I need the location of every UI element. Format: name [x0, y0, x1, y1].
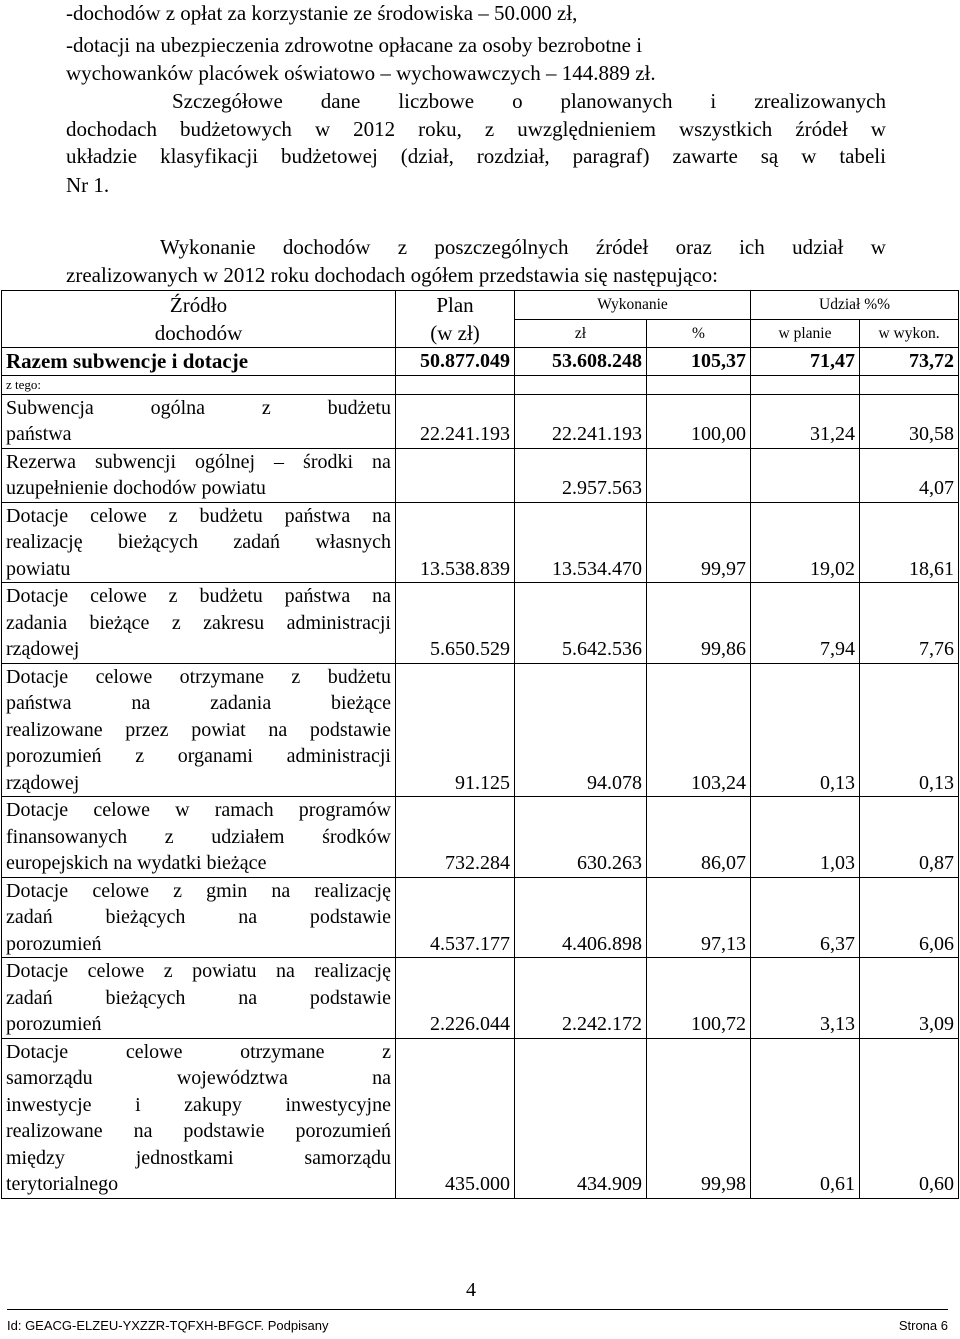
- word: budżetu: [327, 396, 391, 419]
- word: inwestycyjne: [285, 1093, 391, 1116]
- row-description-line: europejskich na wydatki bieżące: [6, 852, 267, 874]
- word: inwestycje: [6, 1093, 92, 1116]
- row-description-line: [6, 583, 391, 610]
- row-description-line: rządowej: [6, 638, 80, 660]
- word: z: [168, 504, 178, 527]
- word: Dotacje: [6, 665, 69, 688]
- word: zakresu: [203, 611, 265, 634]
- para1-line-1: [172, 88, 886, 114]
- row-share-plan: 3,13: [751, 958, 860, 1039]
- row-description: [2, 663, 396, 797]
- row-share-plan: 31,24: [751, 394, 860, 448]
- row-description-line: [6, 503, 391, 530]
- word: na: [372, 1067, 391, 1089]
- word: ramach: [214, 799, 274, 821]
- row-share-exec: 0,87: [860, 797, 959, 878]
- total-pct: 105,37: [647, 348, 751, 376]
- word: bieżące: [331, 692, 391, 714]
- row-share-plan: 6,37: [751, 877, 860, 958]
- word: zadania: [210, 692, 272, 714]
- word: źródeł: [595, 235, 649, 259]
- word: budżetowych: [179, 117, 292, 141]
- word: programów: [298, 799, 391, 821]
- word: Dotacje: [6, 585, 69, 607]
- word: Subwencja: [6, 396, 94, 419]
- row-description-line: porozumień: [6, 1013, 102, 1035]
- header-plan-line-2: (w zł): [430, 321, 480, 345]
- row-exec: 13.534.470: [515, 502, 647, 583]
- header-exec-pct: %: [647, 319, 751, 348]
- word: województwa: [176, 1067, 288, 1089]
- row-description-line: [6, 904, 391, 931]
- header-plan: [396, 291, 515, 348]
- word: w: [870, 235, 886, 259]
- row-share-exec: 4,07: [860, 448, 959, 502]
- row-description-line: [6, 610, 391, 637]
- row-exec: 2.957.563: [515, 448, 647, 502]
- word: samorządu: [6, 1067, 93, 1089]
- row-plan: 4.537.177: [396, 877, 515, 958]
- total-share-plan: 71,47: [751, 348, 860, 376]
- word: zadania: [6, 611, 68, 634]
- row-share-exec: 7,76: [860, 583, 959, 664]
- word: własnych: [315, 531, 391, 553]
- header-row-1: [2, 291, 959, 320]
- word: z: [291, 665, 301, 688]
- word: gmin: [206, 879, 248, 902]
- word: uwzględnieniem: [517, 117, 656, 141]
- row-exec: 94.078: [515, 663, 647, 797]
- word: bieżące: [89, 611, 150, 634]
- footer-id: Id: GEACG-ELZEU-YXZZR-TQFXH-BFGCF. Podpisany: [7, 1318, 329, 1333]
- header-plan-line-1: Plan: [436, 293, 474, 317]
- row-plan: 91.125: [396, 663, 515, 797]
- row-description: [2, 877, 396, 958]
- word: otrzymane: [179, 665, 265, 688]
- row-exec: 434.909: [515, 1038, 647, 1198]
- row-share-plan: 19,02: [751, 502, 860, 583]
- of-which-row: [2, 375, 959, 394]
- word: Rezerwa: [6, 450, 76, 473]
- word: ich: [739, 235, 765, 259]
- row-description-line: [6, 717, 391, 744]
- row-description-line: [6, 743, 391, 770]
- table-row: [2, 448, 959, 502]
- word: wszystkich: [678, 117, 773, 141]
- row-share-plan: 7,94: [751, 583, 860, 664]
- word: celowe: [125, 1040, 183, 1063]
- row-description: [2, 448, 396, 502]
- word: na: [372, 450, 391, 473]
- total-share-exec: 73,72: [860, 348, 959, 376]
- word: poszczególnych: [434, 235, 569, 259]
- row-pct: 100,00: [647, 394, 751, 448]
- total-exec: 53.608.248: [515, 348, 647, 376]
- row-description-line: powiatu: [6, 557, 71, 580]
- row-description: [2, 797, 396, 878]
- word: z: [135, 745, 145, 767]
- word: w: [801, 144, 817, 168]
- word: 2012: [353, 117, 396, 141]
- row-share-exec: 0,60: [860, 1038, 959, 1198]
- row-description-line: [6, 824, 391, 851]
- word: organami: [177, 745, 253, 767]
- table-row: [2, 1038, 959, 1198]
- word: Wykonanie: [160, 235, 256, 259]
- row-description: [2, 394, 396, 448]
- word: budżetu: [327, 665, 391, 688]
- row-exec: 630.263: [515, 797, 647, 878]
- row-share-exec: 3,09: [860, 958, 959, 1039]
- row-plan: 13.538.839: [396, 502, 515, 583]
- word: powiat: [191, 718, 246, 741]
- row-description-line: [6, 395, 391, 422]
- word: z: [382, 1040, 391, 1063]
- word: udział: [792, 235, 844, 259]
- word: zakupy: [184, 1093, 242, 1116]
- word: w: [175, 799, 190, 821]
- word: (dział,: [400, 144, 454, 168]
- word: zadań: [6, 986, 53, 1009]
- word: zadań: [233, 531, 281, 553]
- row-description-line: [6, 449, 391, 476]
- word: celowe: [90, 585, 147, 607]
- row-plan: 435.000: [396, 1038, 515, 1198]
- row-description-line: [6, 878, 391, 905]
- row-share-exec: 6,06: [860, 877, 959, 958]
- row-plan: 22.241.193: [396, 394, 515, 448]
- word: realizację: [6, 531, 83, 553]
- word: roku,: [418, 117, 462, 141]
- para1-line-2: [66, 116, 886, 142]
- row-description: [2, 583, 396, 664]
- row-pct: 99,98: [647, 1038, 751, 1198]
- word: podstawie: [309, 906, 391, 928]
- word: –: [274, 450, 285, 473]
- word: na: [238, 906, 258, 928]
- word: zrealizowanych: [754, 89, 886, 113]
- row-share-exec: 0,13: [860, 663, 959, 797]
- word: samorządu: [304, 1146, 391, 1169]
- table-row: [2, 663, 959, 797]
- word: realizację: [314, 960, 391, 982]
- word: z: [261, 396, 271, 419]
- word: celowe: [87, 960, 145, 982]
- row-description-line: rządowej: [6, 771, 80, 794]
- row-exec: 4.406.898: [515, 877, 647, 958]
- word: powiatu: [192, 960, 257, 982]
- header-share-plan: w planie: [751, 319, 860, 348]
- total-row: [2, 348, 959, 376]
- word: o: [512, 89, 523, 113]
- word: udziałem: [211, 825, 285, 848]
- word: na: [271, 879, 291, 902]
- word: Dotacje: [6, 960, 69, 982]
- row-plan: 732.284: [396, 797, 515, 878]
- row-description-line: [6, 797, 391, 824]
- word: ogólnej: [195, 450, 256, 473]
- row-pct: 103,24: [647, 663, 751, 797]
- row-description-line: uzupełnienie dochodów powiatu: [6, 477, 266, 499]
- row-description-line: [6, 529, 391, 556]
- header-source: [2, 291, 396, 348]
- word: Szczegółowe: [172, 89, 283, 113]
- word: rozdział,: [476, 144, 550, 168]
- word: porozumień: [295, 1120, 391, 1142]
- footer-divider: [7, 1309, 948, 1310]
- word: z: [168, 585, 178, 607]
- intro-line-3: wychowanków placówek oświatowo – wychowawczych – 144.889 zł.: [66, 61, 656, 85]
- word: z: [164, 825, 174, 848]
- word: na: [131, 692, 151, 714]
- intro-line-2: -dotacji na ubezpieczenia zdrowotne opłacane za osoby bezrobotne i: [66, 33, 643, 57]
- word: budżetu: [199, 585, 263, 607]
- word: liczbowe: [398, 89, 475, 113]
- word: ogólna: [150, 396, 206, 419]
- word: celowe: [92, 879, 149, 902]
- row-exec: 5.642.536: [515, 583, 647, 664]
- word: Dotacje: [6, 799, 69, 821]
- word: bieżących: [118, 531, 198, 553]
- row-description-line: [6, 1145, 391, 1172]
- row-description-line: porozumień: [6, 932, 102, 955]
- row-share-plan: [751, 448, 860, 502]
- row-description-line: [6, 664, 391, 691]
- row-exec: 22.241.193: [515, 394, 647, 448]
- word: realizację: [314, 879, 391, 902]
- header-share-exec: w wykon.: [860, 319, 959, 348]
- word: na: [238, 986, 258, 1009]
- word: między: [6, 1146, 65, 1169]
- word: na: [133, 1120, 153, 1142]
- word: i: [135, 1093, 141, 1116]
- word: źródeł: [795, 117, 848, 141]
- para1-line-3: [66, 143, 886, 169]
- word: z: [484, 117, 495, 141]
- word: układzie: [66, 144, 138, 168]
- table-row: [2, 797, 959, 878]
- para2-line-1: [160, 234, 886, 260]
- row-plan: 2.226.044: [396, 958, 515, 1039]
- row-description-line: [6, 1039, 391, 1066]
- row-description-line: [6, 1118, 391, 1145]
- row-description-line: [6, 958, 391, 985]
- row-description-line: [6, 985, 391, 1012]
- word: dochodach: [66, 117, 157, 141]
- word: celowe: [93, 799, 150, 821]
- row-share-exec: 18,61: [860, 502, 959, 583]
- header-source-line-2: dochodów: [154, 321, 243, 345]
- row-description: [2, 502, 396, 583]
- table-row: [2, 877, 959, 958]
- word: w: [314, 117, 331, 141]
- word: subwencji: [94, 450, 177, 473]
- para2-line-2: zrealizowanych w 2012 roku dochodach ogółem przedstawia się następująco:: [66, 263, 718, 287]
- word: jednostkami: [135, 1146, 234, 1169]
- total-label: Razem subwencje i dotacje: [2, 348, 396, 376]
- row-pct: 99,97: [647, 502, 751, 583]
- row-pct: 86,07: [647, 797, 751, 878]
- word: podstawie: [309, 718, 391, 741]
- word: państwa: [284, 585, 351, 607]
- word: celowe: [95, 665, 153, 688]
- row-share-plan: 0,61: [751, 1038, 860, 1198]
- word: z: [163, 960, 173, 982]
- row-plan: 5.650.529: [396, 583, 515, 664]
- para1-line-4: Nr 1.: [66, 173, 110, 197]
- word: celowe: [90, 504, 147, 527]
- table-row: [2, 958, 959, 1039]
- word: finansowanych: [6, 825, 128, 848]
- word: środki: [303, 450, 354, 473]
- word: oraz: [675, 235, 712, 259]
- row-description-line: [6, 1065, 391, 1092]
- row-share-plan: 0,13: [751, 663, 860, 797]
- row-exec: 2.242.172: [515, 958, 647, 1039]
- word: administracji: [286, 745, 391, 767]
- word: realizowane: [6, 1120, 103, 1142]
- header-exec-zl: zł: [515, 319, 647, 348]
- word: budżetowej: [281, 144, 378, 168]
- word: na: [268, 718, 288, 741]
- of-which-label: z tego:: [2, 375, 396, 394]
- row-plan: [396, 448, 515, 502]
- word: porozumień: [6, 745, 102, 767]
- table-row: [2, 502, 959, 583]
- word: Dotacje: [6, 504, 69, 527]
- row-pct: 100,72: [647, 958, 751, 1039]
- footer: [7, 1318, 948, 1333]
- word: państwa: [6, 692, 72, 714]
- row-pct: 99,86: [647, 583, 751, 664]
- word: realizowane: [6, 718, 103, 741]
- revenue-table: [1, 290, 959, 1199]
- word: na: [276, 960, 295, 982]
- word: bieżących: [105, 906, 186, 928]
- total-plan: 50.877.049: [396, 348, 515, 376]
- intro-line-1: -dochodów z opłat za korzystanie ze środowiska – 50.000 zł,: [66, 1, 578, 25]
- word: otrzymane: [240, 1040, 325, 1063]
- word: przez: [125, 718, 169, 741]
- word: paragraf): [572, 144, 650, 168]
- row-share-plan: 1,03: [751, 797, 860, 878]
- word: dane: [320, 89, 361, 113]
- word: klasyfikacji: [160, 144, 259, 168]
- header-execution: Wykonanie: [515, 291, 751, 320]
- word: z: [173, 879, 182, 902]
- row-description-line: państwa: [6, 423, 72, 445]
- word: są: [760, 144, 779, 168]
- word: zawarte: [672, 144, 738, 168]
- word: Dotacje: [6, 1040, 69, 1063]
- word: na: [372, 585, 391, 607]
- word: budżetu: [199, 504, 263, 527]
- row-pct: 97,13: [647, 877, 751, 958]
- row-description: [2, 1038, 396, 1198]
- header-source-line-1: Źródło: [169, 293, 228, 317]
- row-description-line: terytorialnego: [6, 1173, 119, 1195]
- word: z: [171, 611, 181, 634]
- row-pct: [647, 448, 751, 502]
- page-number: 4: [466, 1279, 476, 1301]
- word: podstawie: [183, 1120, 265, 1142]
- row-description-line: [6, 690, 391, 717]
- word: na: [372, 504, 391, 527]
- footer-page: Strona 6: [898, 1318, 948, 1333]
- table-row: [2, 394, 959, 448]
- word: z: [397, 235, 408, 259]
- word: państwa: [284, 504, 351, 527]
- word: zadań: [6, 906, 53, 928]
- word: bieżących: [105, 986, 186, 1009]
- word: tabeli: [839, 144, 886, 168]
- row-share-exec: 30,58: [860, 394, 959, 448]
- word: administracji: [286, 611, 391, 634]
- word: dochodów: [282, 235, 371, 259]
- word: w: [870, 117, 886, 141]
- table-row: [2, 583, 959, 664]
- header-share: Udział %%: [751, 291, 959, 320]
- word: środków: [322, 825, 391, 848]
- row-description: [2, 958, 396, 1039]
- row-description-line: [6, 1092, 391, 1119]
- word: Dotacje: [6, 879, 69, 902]
- word: planowanych: [560, 89, 673, 113]
- word: podstawie: [309, 986, 391, 1009]
- word: i: [710, 89, 717, 113]
